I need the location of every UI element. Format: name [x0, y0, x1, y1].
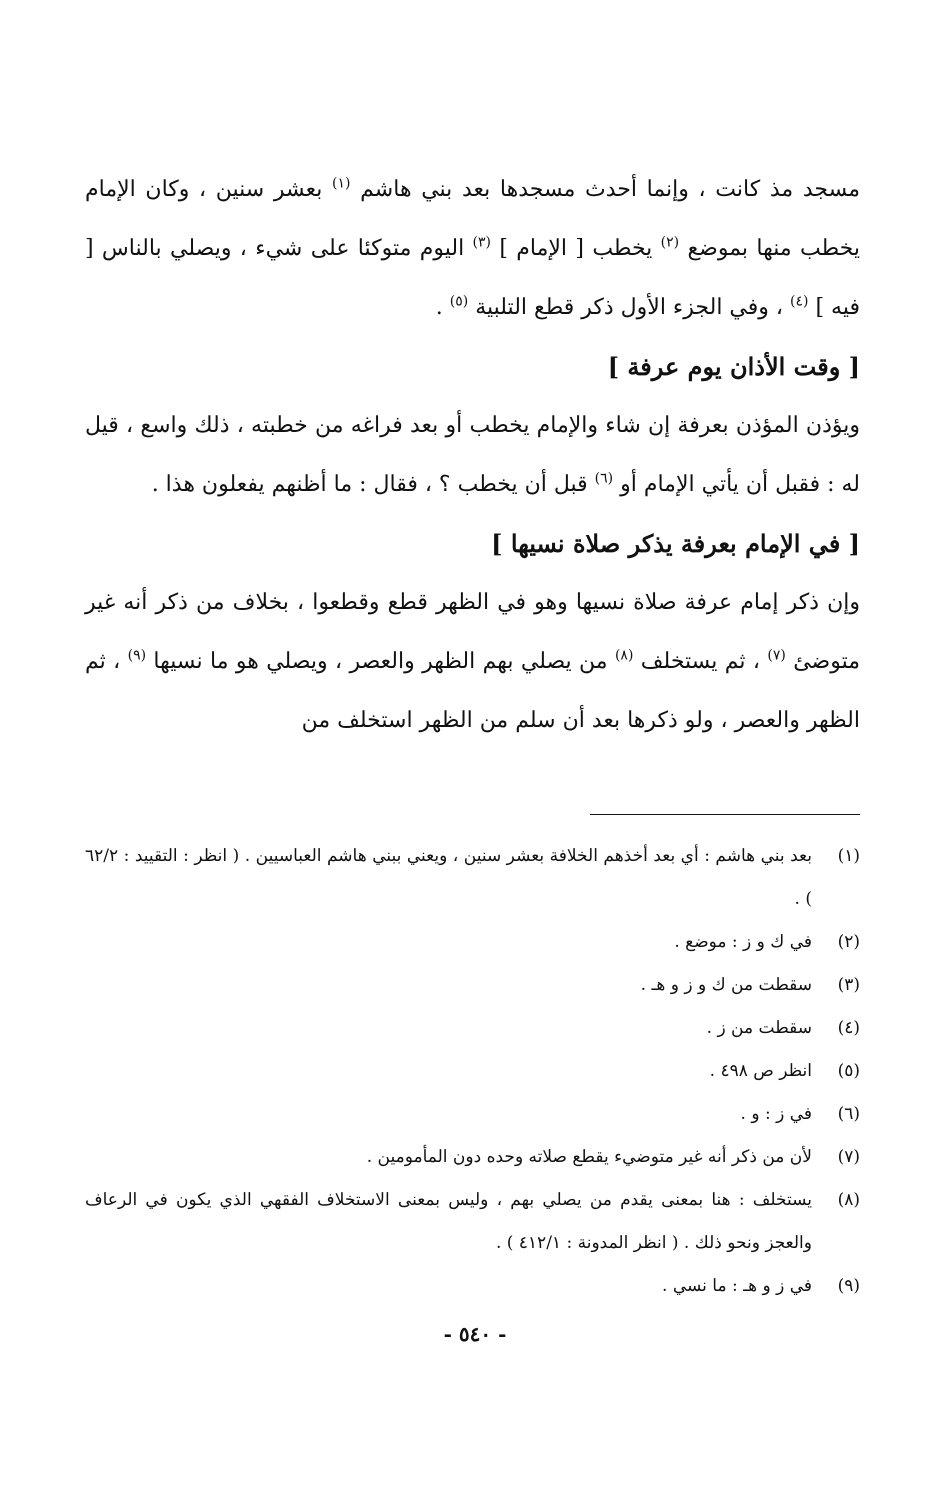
- footnote-item: [85, 1265, 860, 1308]
- text-run: ، ثم يستخلف: [633, 649, 768, 674]
- footnote-ref-8[interactable]: (٨): [614, 647, 634, 664]
- footnote-ref-5[interactable]: (٥): [449, 293, 469, 310]
- footnote-number: (٥): [837, 1061, 860, 1081]
- footnote-text: في ز و هـ : ما نسي .: [662, 1276, 812, 1296]
- text-run: مسجد مذ كانت ، وإنما أحدث مسجدها بعد بني هاشم: [350, 177, 861, 202]
- text-run: اليوم متوكئا على شيء ، ويصلي بالناس [ فيه ]: [85, 236, 860, 320]
- paragraph-2: [85, 396, 860, 514]
- footnote-text: لأن من ذكر أنه غير متوضيء يقطع صلاته وحده دون المأمومين .: [366, 1147, 812, 1167]
- footnote-number: (٩): [837, 1276, 860, 1296]
- text-run: قبل أن يخطب ؟ ، فقال : ما أظنهم يفعلون هذا .: [151, 472, 595, 497]
- footnotes: [85, 835, 860, 1308]
- page-number: - ٥٤٠ -: [443, 1322, 507, 1346]
- footnote-number: (٢): [837, 932, 860, 952]
- footnote-text: في ك و ز : موضع .: [674, 932, 812, 952]
- text-run: ، وفي الجزء الأول ذكر قطع التلبية: [468, 295, 790, 320]
- footnote-text: في ز : و .: [740, 1104, 812, 1124]
- footnote-ref-4[interactable]: (٤): [790, 293, 809, 310]
- text-run: وإن ذكر إمام عرفة صلاة نسيها وهو في الظهر قطع وقطعوا ، بخلاف من ذكر أنه غير متوضئ: [85, 590, 860, 674]
- footnote-item: [85, 1136, 860, 1179]
- paragraph-3: [85, 573, 860, 750]
- footnote-ref-9[interactable]: (٩): [127, 647, 147, 664]
- footnote-text: بعد بني هاشم : أي بعد أخذهم الخلافة بعشر سنين ، ويعني ببني هاشم العباسيين . ( انظر : التقييد : ٦٢/٢ ) .: [85, 846, 812, 909]
- main-text: [85, 160, 860, 750]
- footnote-text: انظر ص ٤٩٨ .: [709, 1061, 812, 1081]
- footnote-number: (١): [837, 846, 860, 866]
- text-run: .: [435, 295, 450, 320]
- text-run: يخطب [ الإمام ]: [491, 236, 661, 261]
- text-run: من يصلي بهم الظهر والعصر ، ويصلي هو ما نسيها: [146, 649, 615, 674]
- footnote-text: سقطت من ز .: [706, 1018, 812, 1038]
- text-run: ويؤذن المؤذن بعرفة إن شاء والإمام يخطب أو بعد فراغه من خطبته ، ذلك واسع ، قيل له : فقبل أن يأتي الإمام أو: [85, 413, 860, 497]
- footnote-number: (٦): [837, 1104, 860, 1124]
- footnote-item: [85, 835, 860, 921]
- footnote-number: (٨): [837, 1190, 860, 1210]
- footnote-item: [85, 1050, 860, 1093]
- text-run: بعشر سنين ، وكان الإمام يخطب منها بموضع: [85, 177, 860, 261]
- paragraph-1: [85, 160, 860, 337]
- footnote-item: [85, 964, 860, 1007]
- footnote-number: (٣): [837, 975, 860, 995]
- footnote-ref-1[interactable]: (١): [332, 175, 351, 192]
- footnote-item: [85, 1179, 860, 1265]
- section-heading-1: [ وقت الأذان يوم عرفة ]: [607, 352, 860, 381]
- footnote-ref-2[interactable]: (٢): [660, 234, 680, 251]
- section-heading-2: [ في الإمام بعرفة يذكر صلاة نسيها ]: [491, 529, 860, 558]
- footnote-text: سقطت من ك و ز و هـ .: [640, 975, 812, 995]
- text-run: ، ثم الظهر والعصر ، ولو ذكرها بعد أن سلم من الظهر استخلف من: [85, 649, 860, 733]
- footnote-divider: [590, 814, 860, 815]
- footnote-ref-7[interactable]: (٧): [767, 647, 786, 664]
- footnote-ref-6[interactable]: (٦): [594, 470, 614, 487]
- footnote-number: (٧): [837, 1147, 860, 1167]
- footnote-ref-3[interactable]: (٣): [472, 234, 491, 251]
- footnote-item: [85, 1093, 860, 1136]
- footnote-item: [85, 1007, 860, 1050]
- footnote-text: يستخلف : هنا بمعنى يقدم من يصلي بهم ، وليس بمعنى الاستخلاف الفقهي الذي يكون في الرعاف والعجز ونحو ذلك . ( انظر المدونة : ٤١٢/١ ) .: [85, 1190, 812, 1253]
- footnote-item: [85, 921, 860, 964]
- footnote-number: (٤): [837, 1018, 860, 1038]
